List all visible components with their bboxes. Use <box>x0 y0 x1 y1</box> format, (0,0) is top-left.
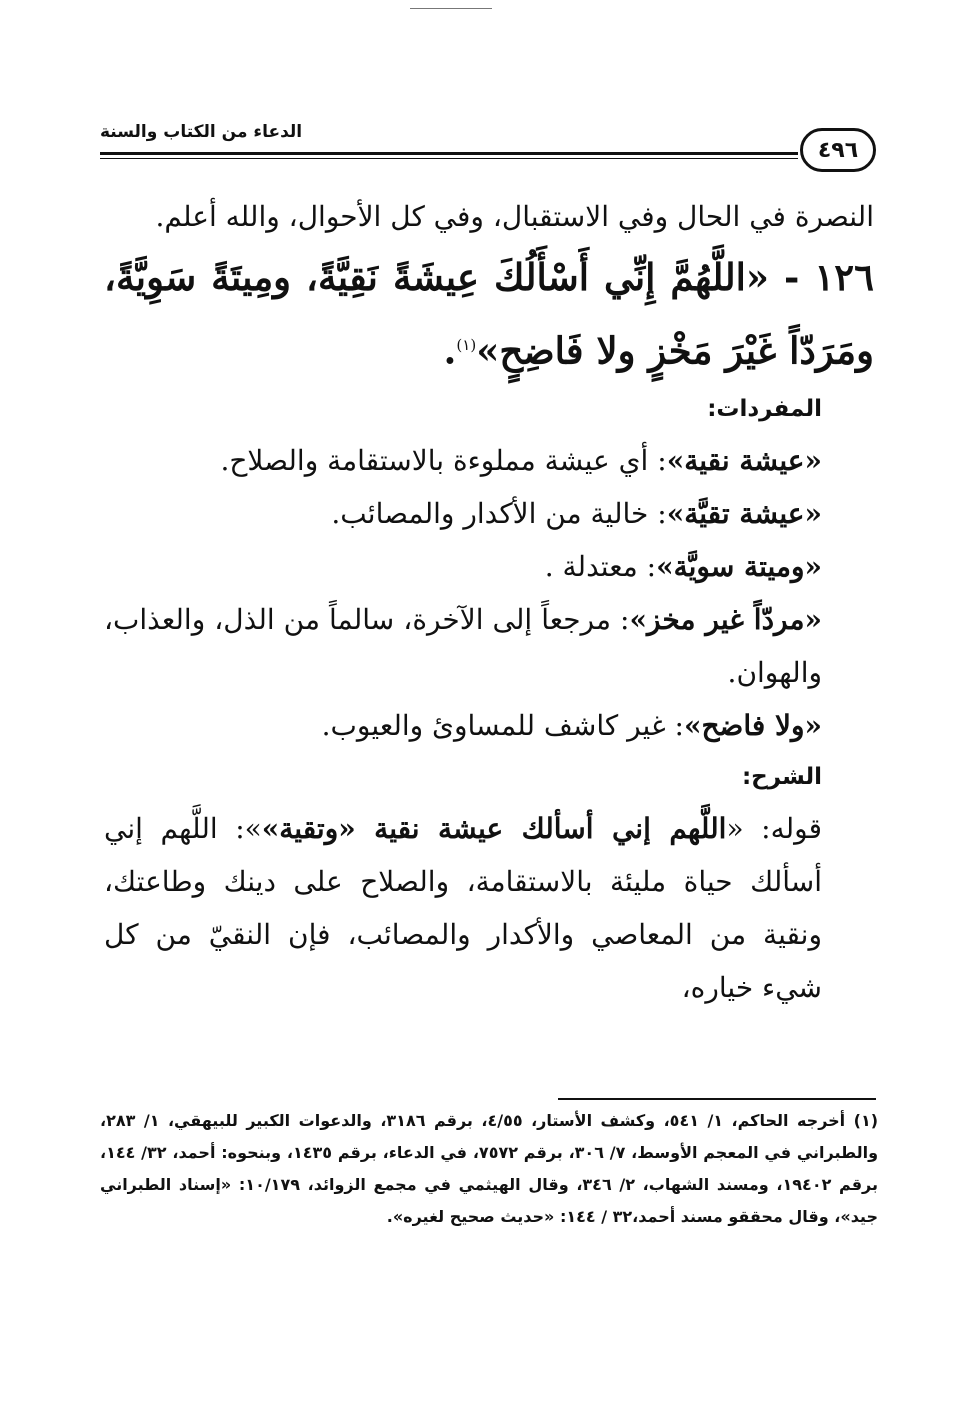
explanation-intro: قوله: « <box>726 812 823 846</box>
header-rule-thick <box>100 152 798 155</box>
vocab-item <box>104 487 874 540</box>
opening-line: النصرة في الحال وفي الاستقبال، وفي كل الأحوال، والله أعلم. <box>155 200 874 233</box>
vocab-heading: المفردات: <box>707 396 822 423</box>
explanation-rest: »: اللَّهم إني أسألك حياة مليئة بالاستقامة، والصلاح على دينك وطاعتك، ونقية من المعاصي والأكدار والمصائب، فإن النقيّ من كل شيء خياره، <box>104 812 822 1005</box>
footnote-1: (١) أخرجه الحاكم، ١/ ٥٤١، وكشف الأستار، ٤/٥٥، برقم ٣١٨٦، والدعوات الكبير للبيهقي، ١/ ٢٨٣، والطبراني في المعجم الأوسط، ٧/ ٣٠٦، برقم ٧٥٧٢، في الدعاء، برقم ١٤٣٥، وبنحوه: أحمد، ٣٢/ ١٤٤، برقم ١٩٤٠٢، ومسند الشهاب، ٢/ ٣٤٦، وقال الهيثمي في مجمع الزوائد، ١٠/١٧٩: «إسناد الطبراني جيد»، وقال محققو مسند أحمد،٣٢ / ١٤٤: «حديث صحيح لغيره». <box>100 1111 879 1226</box>
vocab-definition: : مرجعاً إلى الآخرة، سالماً من الذل، والعذاب، والهوان. <box>104 603 822 690</box>
vocab-item <box>104 593 874 699</box>
vocab-item <box>104 540 874 593</box>
explanation-paragraph <box>104 802 874 1014</box>
footnote-ref[interactable]: (١) <box>456 336 477 354</box>
hadith-close: » <box>476 328 500 373</box>
explanation-heading: الشرح: <box>741 764 822 791</box>
vocab-item <box>104 699 874 752</box>
vocab-definition: : غير كاشف للمساوئ والعيوب. <box>321 709 684 743</box>
main-text <box>104 190 874 1014</box>
page-number: ٤٩٦ <box>800 128 876 172</box>
page-header <box>100 108 876 178</box>
hadith-number: ١٢٦ - « <box>745 255 874 299</box>
vocab-term: «عيشة تقيَّة» <box>666 497 822 531</box>
hadith-text <box>104 243 874 384</box>
vocab-term: «مردّاً غير مخز» <box>629 603 822 637</box>
running-title: الدعاء من الكتاب والسنة <box>100 122 303 142</box>
top-edge-mark <box>410 8 492 9</box>
header-rule-thin <box>100 158 798 159</box>
explanation-quote: اللَّهم إني أسألك عيشة نقية «وتقية» <box>261 812 727 846</box>
vocab-definition: : معتدلة . <box>544 550 657 584</box>
hadith-body: اللَّهُمَّ إِنِّي أَسْأَلُكَ عِيشَةً نَقِيَّةً، ومِيتَةً سَوِيَّةً، ومَرَدّاً غَيْرَ مَخْزٍ ولا فَاضِحٍ <box>104 255 874 373</box>
vocab-term: «عيشة نقية» <box>666 444 822 478</box>
vocab-term: «وميتة سويَّة» <box>656 550 822 584</box>
hadith-end: . <box>443 328 457 373</box>
vocab-definition: : أي عيشة مملوءة بالاستقامة والصلاح. <box>220 444 667 478</box>
footnotes <box>100 1105 878 1233</box>
vocab-item <box>104 434 874 487</box>
vocab-term: «ولا فاضح» <box>683 709 822 743</box>
footnote-separator <box>558 1098 876 1100</box>
vocab-definition: : خالية من الأكدار والمصائب. <box>331 497 667 531</box>
